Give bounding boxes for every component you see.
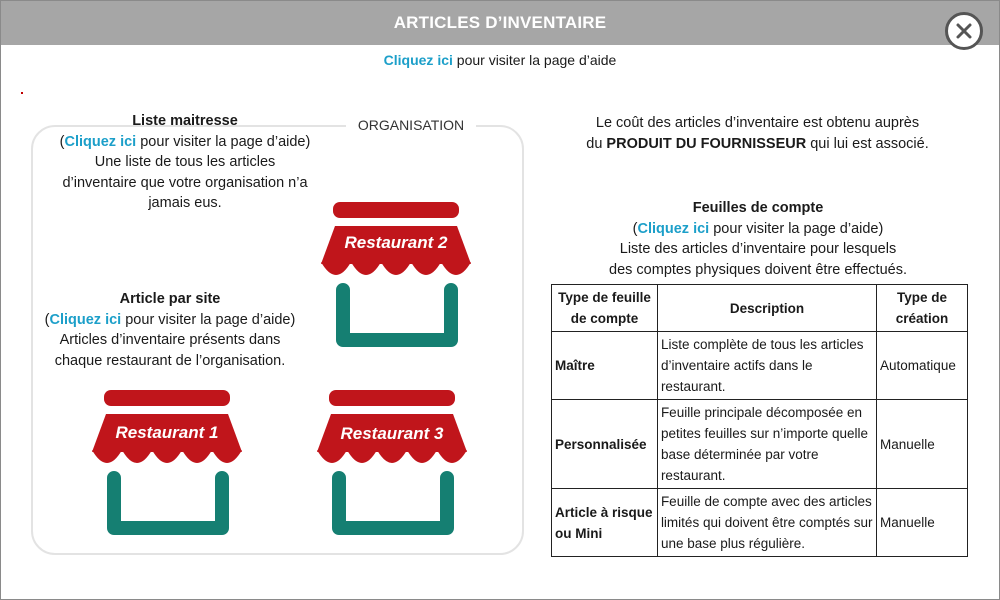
storefront-icon bbox=[309, 386, 475, 536]
paren: ( bbox=[632, 220, 638, 237]
master-list-help-link[interactable]: Cliquez ici bbox=[64, 133, 137, 150]
site-articles-block bbox=[25, 289, 315, 371]
cost-prefix: du bbox=[586, 136, 607, 152]
site-articles-help-text: pour visiter la page d’aide) bbox=[121, 311, 296, 328]
restaurant-1-label: Restaurant 1 bbox=[115, 423, 219, 442]
master-list-desc-2: d’inventaire que votre organisation n’a bbox=[62, 174, 308, 191]
sheet-type: Article à risque ou Mini bbox=[552, 489, 658, 557]
sheet-type: Personnalisée bbox=[552, 400, 658, 489]
sheet-creation: Manuelle bbox=[877, 400, 968, 489]
site-articles-help bbox=[25, 310, 315, 331]
count-sheets-heading: Feuilles de compte bbox=[692, 200, 824, 216]
red-dot bbox=[21, 92, 23, 94]
cost-note-line-2 bbox=[560, 134, 955, 155]
sheet-description: Feuille de compte avec des articles limités qui doivent être comptés sur une base plus régulière. bbox=[657, 489, 876, 557]
master-list-desc-1: Une liste de tous les articles bbox=[94, 154, 276, 170]
page-title: ARTICLES D’INVENTAIRE bbox=[393, 13, 607, 32]
sheet-description: Liste complète de tous les articles d’inventaire actifs dans le restaurant. bbox=[657, 332, 876, 400]
cost-note-line-1: Le coût des articles d’inventaire est obtenu auprès bbox=[595, 115, 920, 131]
table-row bbox=[552, 400, 968, 489]
count-sheets-help-link[interactable]: Cliquez ici bbox=[637, 220, 710, 237]
paren: ( bbox=[44, 311, 50, 328]
restaurant-2-store bbox=[313, 198, 479, 348]
master-list-heading: Liste maitresse bbox=[132, 113, 238, 129]
site-articles-help-link[interactable]: Cliquez ici bbox=[49, 311, 122, 328]
storefront-icon bbox=[84, 386, 250, 536]
table-row bbox=[552, 489, 968, 557]
table-header-row bbox=[552, 285, 968, 332]
close-icon bbox=[955, 22, 973, 40]
site-articles-desc-1: Articles d’inventaire présents dans bbox=[59, 332, 281, 348]
restaurant-1-store bbox=[84, 386, 250, 536]
column-header-type: Type de feuille de compte bbox=[552, 285, 658, 332]
storefront-icon bbox=[313, 198, 479, 348]
supplier-product-term: PRODUIT DU FOURNISSEUR bbox=[606, 136, 807, 152]
sheet-creation: Manuelle bbox=[877, 489, 968, 557]
count-sheets-desc-1: Liste des articles d’inventaire pour lesquels bbox=[619, 241, 897, 257]
restaurant-3-store bbox=[309, 386, 475, 536]
column-header-creation: Type de création bbox=[877, 285, 968, 332]
paren: ( bbox=[59, 133, 65, 150]
site-articles-heading: Article par site bbox=[119, 291, 221, 307]
help-link[interactable]: Cliquez ici bbox=[383, 52, 453, 68]
help-line bbox=[0, 52, 1000, 68]
restaurant-3-label: Restaurant 3 bbox=[340, 424, 444, 443]
title-bar bbox=[1, 1, 999, 45]
cost-suffix: qui lui est associé. bbox=[806, 136, 929, 152]
master-list-help bbox=[40, 132, 330, 153]
site-articles-desc-2: chaque restaurant de l’organisation. bbox=[54, 352, 286, 369]
sheet-description: Feuille principale décomposée en petites feuilles sur n’importe quelle base déterminée par votre restaurant. bbox=[657, 400, 876, 489]
close-button[interactable] bbox=[945, 12, 983, 50]
master-list-desc-3: jamais eus. bbox=[148, 195, 222, 211]
table-row bbox=[552, 332, 968, 400]
count-sheets-desc-2: des comptes physiques doivent être effectués. bbox=[609, 261, 907, 278]
help-text: pour visiter la page d’aide bbox=[452, 52, 617, 68]
master-list-block bbox=[40, 111, 330, 214]
organisation-label: ORGANISATION bbox=[346, 117, 476, 133]
restaurant-2-label: Restaurant 2 bbox=[344, 233, 448, 252]
sheet-creation: Automatique bbox=[877, 332, 968, 400]
column-header-description: Description bbox=[657, 285, 876, 332]
master-list-help-text: pour visiter la page d’aide) bbox=[136, 133, 311, 150]
count-sheets-table bbox=[551, 284, 968, 557]
cost-note bbox=[560, 113, 955, 155]
count-sheets-help bbox=[558, 219, 958, 240]
count-sheets-block bbox=[558, 198, 958, 280]
sheet-type: Maître bbox=[552, 332, 658, 400]
count-sheets-help-text: pour visiter la page d’aide) bbox=[709, 220, 884, 237]
